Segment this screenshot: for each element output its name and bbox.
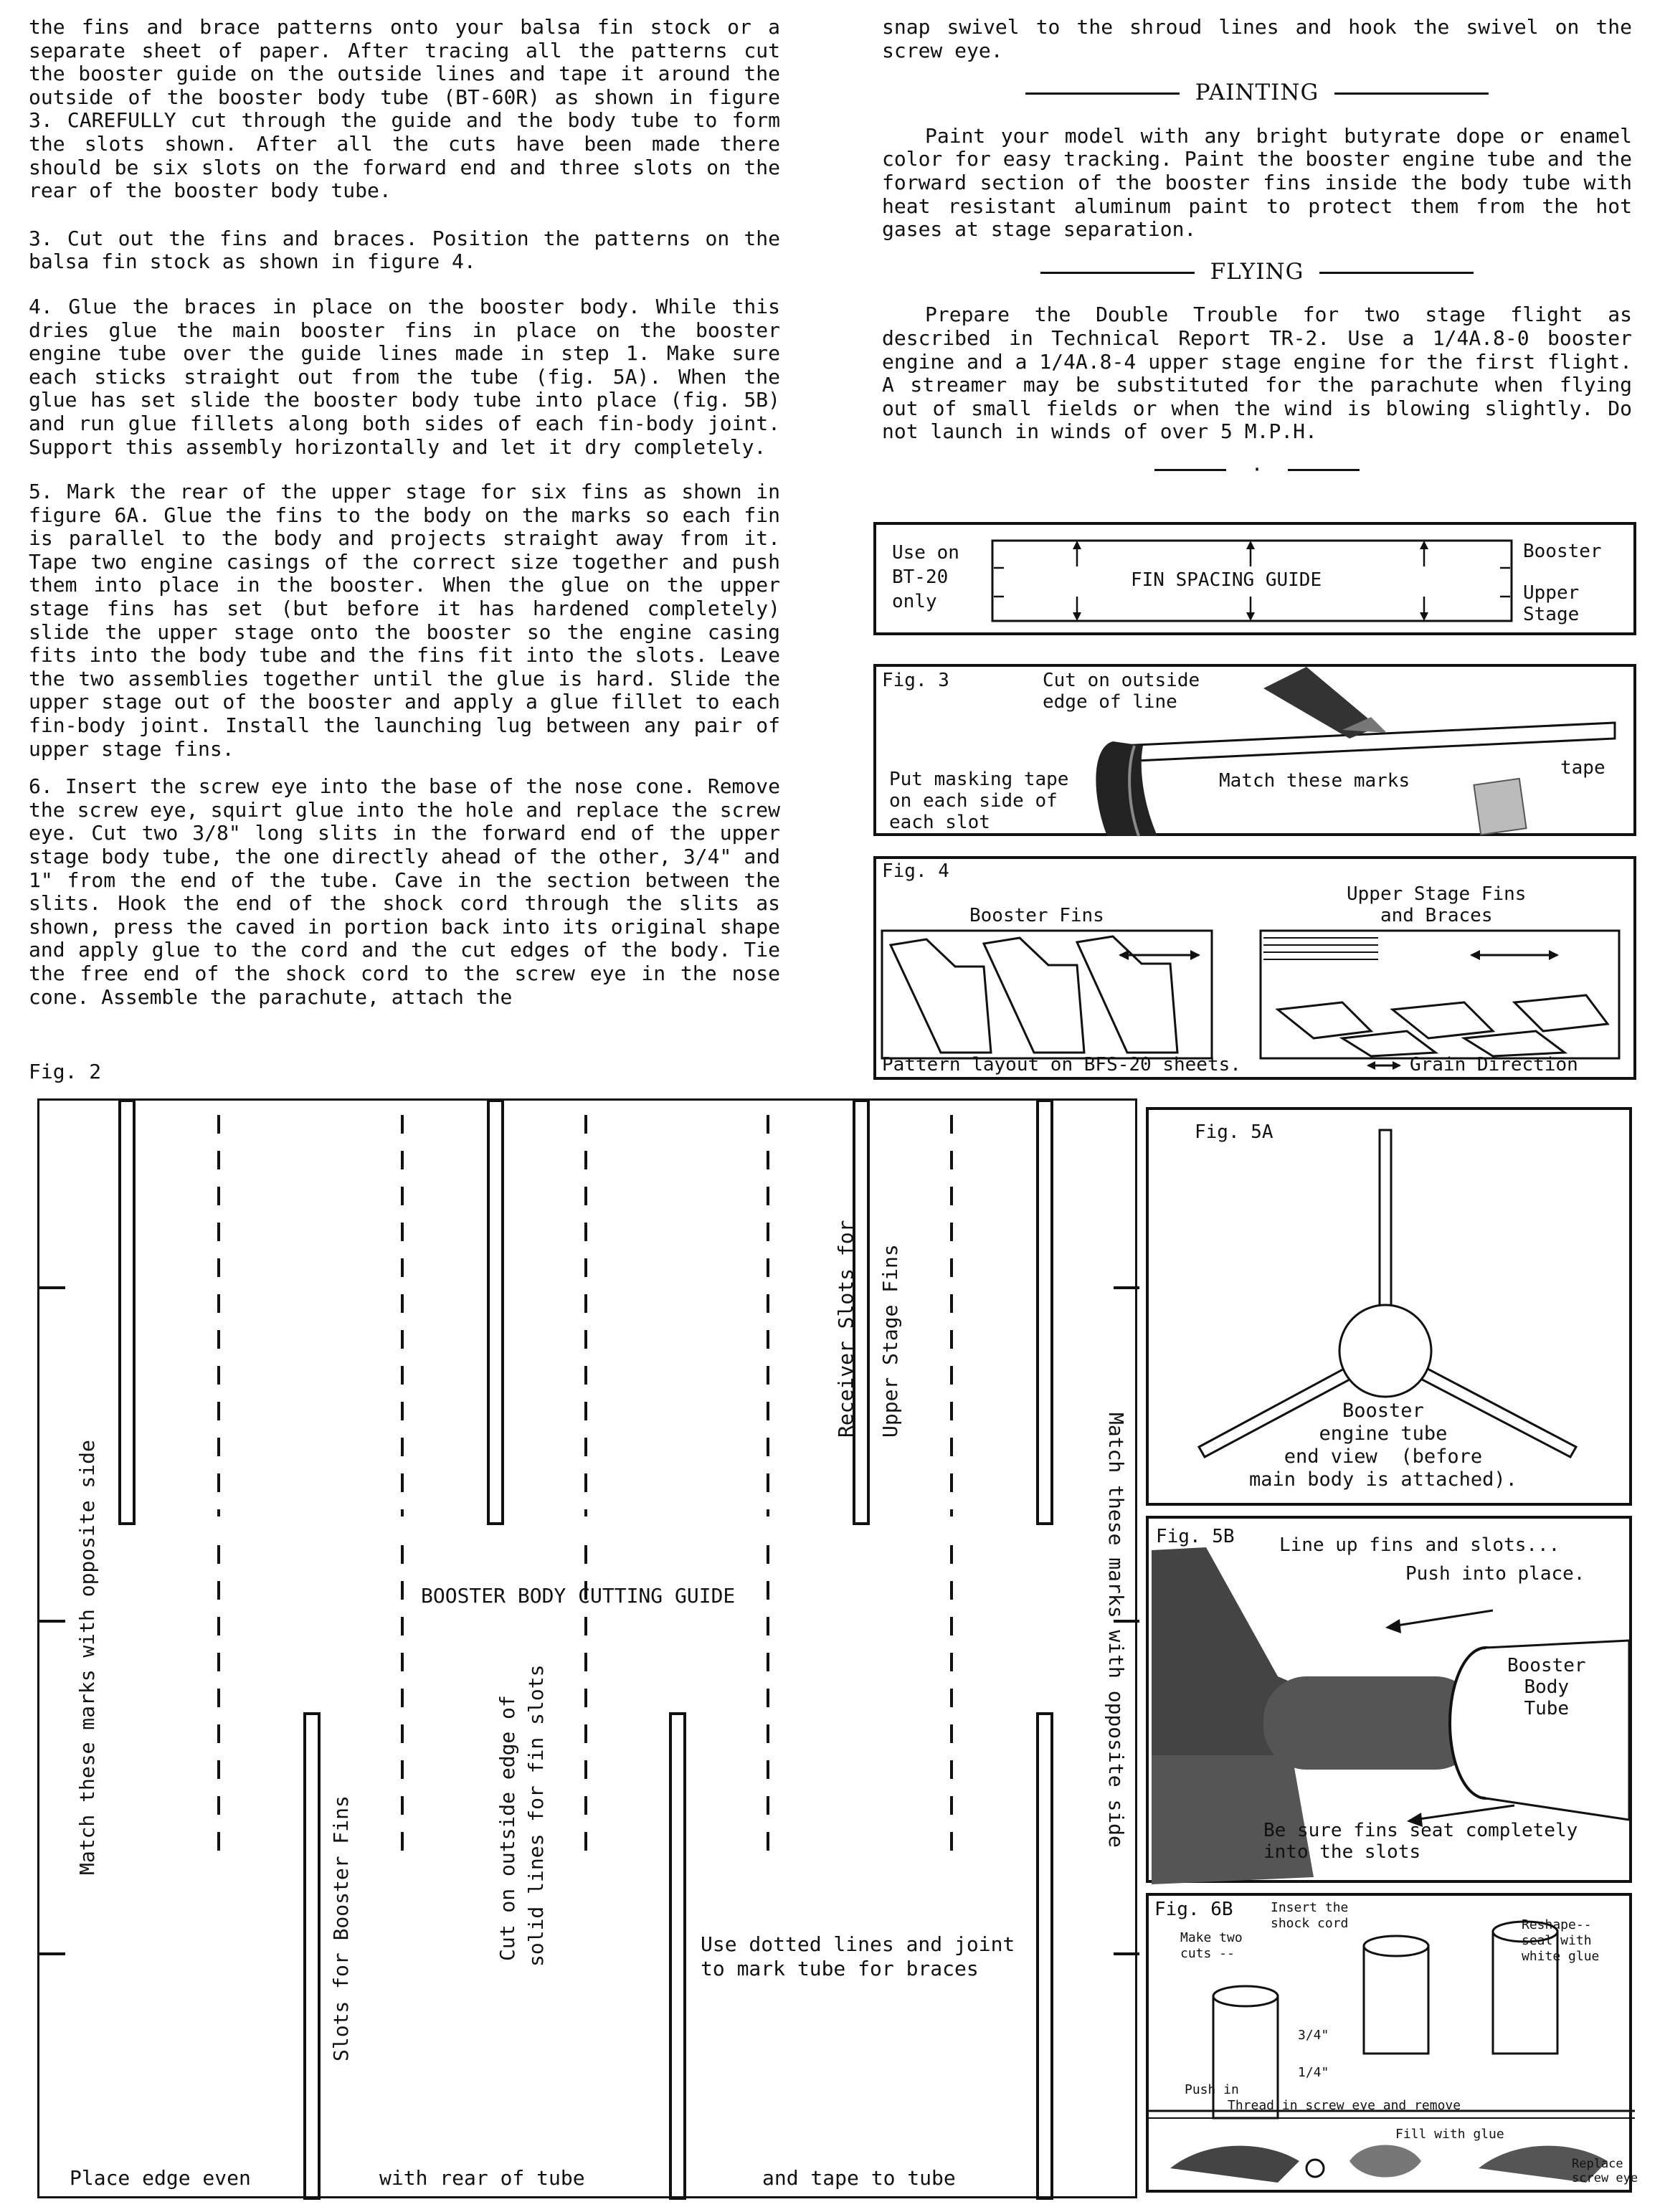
- fig4-booster-fins-label: Booster Fins: [969, 905, 1104, 926]
- fig2-cut-outside-label-2: solid lines for fin slots: [524, 1664, 548, 1967]
- fin-guide-booster-label: Booster: [1523, 541, 1602, 562]
- paragraph-intro: the fins and brace patterns onto your balsa fin stock or a separate sheet of paper. After tracing all the patterns cut the booster guide on the outside lines and tape it around the outside of the booster body tube (BT-60R) as shown in figure 3. CAREFULLY cut through the guide and the body tube to form the slots shown. After all the cuts have been made there should be six slots on the forward end and three slots on the rear of the booster body tube.: [29, 15, 780, 203]
- fig6b-make-two-label: Make two cuts --: [1180, 1930, 1243, 1961]
- painting-paragraph: Paint your model with any bright butyrate dope or enamel color for easy tracking. Paint the booster engine tube and the forward section of the booster fins inside the body tube with heat resistant aluminum paint to protect them from the hot gases at stage separation.: [882, 123, 1632, 242]
- fig6b-thread-label: Thread in screw eye and remove: [1228, 2098, 1461, 2113]
- fig2-bottom-label-3: and tape to tube: [762, 2166, 956, 2190]
- fig2-receiver-label-2: Upper Stage Fins: [878, 1244, 902, 1438]
- fin-spacing-guide: [873, 522, 1636, 635]
- fig2-bottom-label-2: with rear of tube: [379, 2166, 585, 2190]
- fig6b-dim-3-4: 3/4": [1298, 2028, 1329, 2043]
- paragraph-step-5: 5. Mark the rear of the upper stage for six fins as shown in figure 6A. Glue the fins to the body on the marks so each fin is parallel to the body and projects straight away from it. Tape two engine casings of the correct size together and push them into place in the booster. When the glue on the upper stage fins has set (but before it has hardened completely) slide the upper stage onto the booster so the engine casing fits into the body tube and the fins fit into the slots. Leave the two assemblies together until the glue is hard. Slide the upper stage out of the booster and apply a glue fillet to each fin-body joint. Install the launching lug between any pair of upper stage fins.: [29, 480, 780, 761]
- paragraph-step-6: 6. Insert the screw eye into the base of the nose cone. Remove the screw eye, squirt glue into the hole and replace the screw eye. Cut two 3/8" long slits in the forward end of the upper stage body tube, the one directly ahead of the other, 3/4" and 1" from the end of the tube. Cave in the section between the slits. Hook the end of the shock cord through the slits as shown, press the caved in portion back into its original shape and apply glue to the cord and the cut edges of the body. Tie the free end of the shock cord to the screw eye in the nose cone. Assemble the parachute, attach the: [29, 774, 780, 1009]
- fig3-masking-label: Put masking tape on each side of each slot: [889, 769, 1069, 833]
- end-divider: ·: [882, 458, 1632, 482]
- figure-3: [873, 664, 1636, 836]
- fig2-cut-outside-label-1: Cut on outside edge of: [495, 1695, 519, 1961]
- figure-6b: [1146, 1893, 1638, 2193]
- fig6b-title: Fig. 6B: [1154, 1899, 1233, 1920]
- fig2-slots-booster-label: Slots for Booster Fins: [329, 1795, 353, 2061]
- fig6b-replace-label: Replace screw eye: [1572, 2157, 1638, 2185]
- fig5b-title: Fig. 5B: [1156, 1526, 1235, 1547]
- fig6b-fill-label: Fill with glue: [1395, 2127, 1504, 2142]
- figure-5b: [1146, 1516, 1632, 1883]
- paragraph-step-4: 4. Glue the braces in place on the booster body. While this dries glue the main booster fins in place on the booster engine tube over the guide lines made in step 1. Make sure each sticks straight out from the tube (fig. 5A). When the glue has set slide the booster body tube into place (fig. 5B) and run glue fillets along both sides of each fin-body joint. Support this assembly horizontally and let it dry completely.: [29, 294, 780, 459]
- fig6b-push-in-label: Push in: [1185, 2082, 1239, 2097]
- fig2-cut-lines: [39, 1101, 1139, 2201]
- instructions-column-left: [29, 16, 780, 1023]
- fig3-tape-label: tape: [1560, 757, 1605, 779]
- fig4-grain-label: Grain Direction: [1410, 1054, 1578, 1076]
- flying-heading: FLYING: [882, 260, 1632, 284]
- fig5a-title: Fig. 5A: [1195, 1121, 1273, 1143]
- figure-5a: [1146, 1107, 1632, 1506]
- paragraph-continued: snap swivel to the shroud lines and hook the swivel on the screw eye.: [882, 15, 1632, 62]
- fig5b-body-tube-label: Booster Body Tube: [1507, 1655, 1586, 1719]
- fin-guide-title: FIN SPACING GUIDE: [1131, 569, 1322, 591]
- fig6b-reshape-label: Reshape-- seal with white glue: [1522, 1917, 1600, 1964]
- fin-guide-left-label: Use on BT-20 only: [892, 542, 959, 612]
- figure-4: [873, 856, 1636, 1080]
- fig2-title: Fig. 2: [29, 1060, 102, 1083]
- fig4-title: Fig. 4: [882, 860, 949, 882]
- fig5b-push-label: Push into place.: [1405, 1563, 1585, 1585]
- fig2-dotted-label: Use dotted lines and joint to mark tube for braces: [701, 1932, 1015, 1980]
- painting-heading: PAINTING: [882, 81, 1632, 105]
- fig4-layout-label: Pattern layout on BFS-20 sheets.: [882, 1054, 1241, 1076]
- fig2-bottom-label-1: Place edge even: [70, 2166, 251, 2190]
- fig6b-insert-label: Insert the shock cord: [1271, 1900, 1349, 1931]
- fin-guide-upper-label: Upper Stage: [1523, 582, 1580, 625]
- instructions-column-right: [882, 16, 1632, 482]
- fig5b-seat-label: Be sure fins seat completely into the slots: [1263, 1820, 1578, 1863]
- fig3-title: Fig. 3: [882, 670, 949, 691]
- fig4-upper-fins-label: Upper Stage Fins and Braces: [1347, 883, 1527, 926]
- fig3-match-label: Match these marks: [1219, 770, 1410, 792]
- fig2-match-left-label: Match these marks with opposite side: [75, 1440, 99, 1875]
- flying-paragraph: Prepare the Double Trouble for two stage flight as described in Technical Report TR-2. Use a 1/4A.8-0 booster engine and a 1/4A.8-4 upper stage engine for the first flight. A streamer may be substituted for the parachute when flying out of small fields or when the wind is blowing slightly. Do not launch in winds of over 5 M.P.H.: [882, 303, 1632, 444]
- fig2-guide-title: BOOSTER BODY CUTTING GUIDE: [421, 1584, 736, 1608]
- fig2-match-right-label: Match these marks with opposite side: [1104, 1413, 1128, 1848]
- fig2-receiver-label-1: Receiver Slots for: [834, 1220, 858, 1438]
- fig5b-line-up-label: Line up fins and slots...: [1279, 1534, 1560, 1556]
- figure-2-cutting-guide: [37, 1098, 1137, 2198]
- fig3-cut-label: Cut on outside edge of line: [1043, 670, 1200, 713]
- fig5a-caption: Booster engine tube end view (before main body is attached).: [1249, 1400, 1517, 1491]
- fig6b-dim-1-4: 1/4": [1298, 2065, 1329, 2080]
- paragraph-step-3: 3. Cut out the fins and braces. Position the patterns on the balsa fin stock as shown in figure 4.: [29, 226, 780, 274]
